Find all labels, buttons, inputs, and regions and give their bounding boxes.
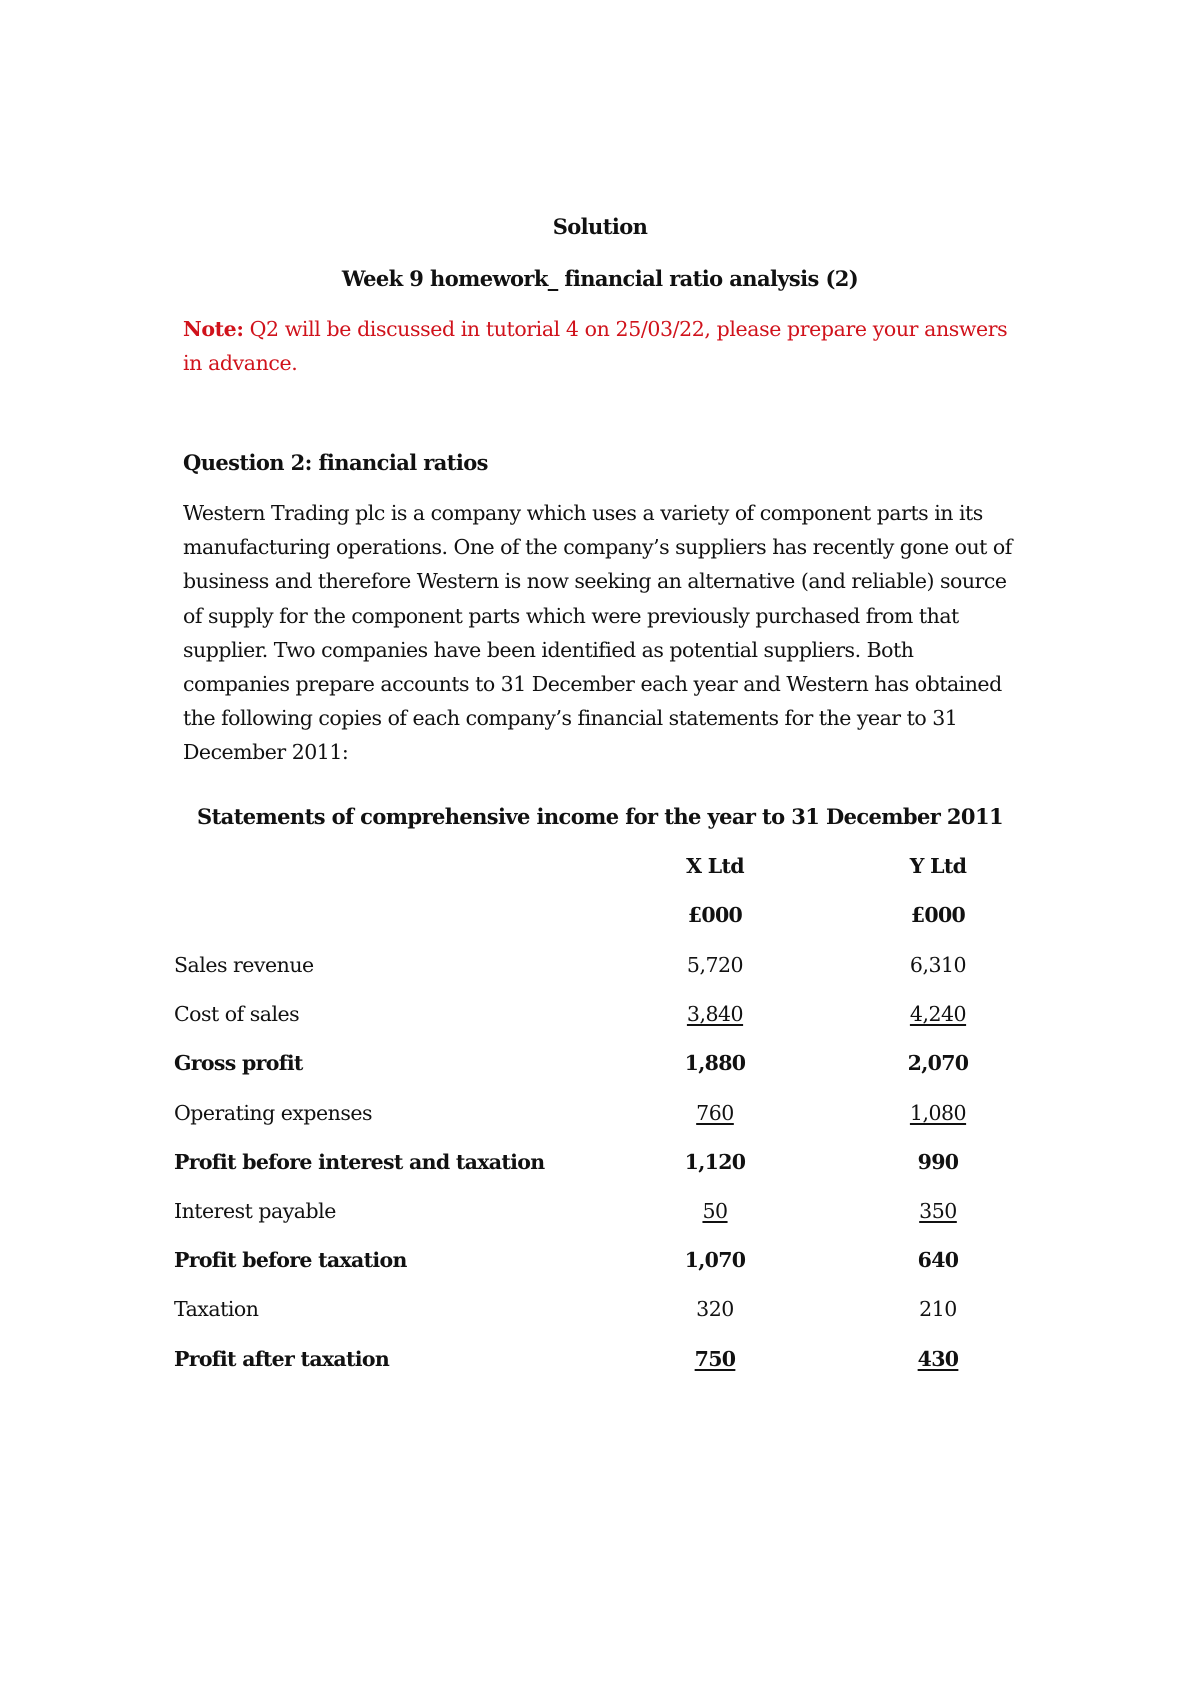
x-ltd-value: 5,720 <box>686 953 744 977</box>
document-subheading: Week 9 homework_ financial ratio analysis (2) <box>341 266 859 291</box>
table-row <box>0 1002 1200 1036</box>
column-units <box>0 903 1200 937</box>
column-header-x: X Ltd <box>686 854 744 878</box>
x-ltd-value: 760 <box>696 1100 734 1125</box>
table-row <box>0 1347 1200 1381</box>
table-row <box>0 1248 1200 1282</box>
x-ltd-value: 3,840 <box>686 1002 744 1027</box>
unit-x: £000 <box>687 903 743 927</box>
x-ltd-value: 320 <box>696 1297 734 1322</box>
row-label: Taxation <box>174 1297 259 1322</box>
table-row <box>0 953 1200 987</box>
row-label: Interest payable <box>174 1199 336 1223</box>
y-ltd-value: 210 <box>919 1297 957 1322</box>
row-label: Profit before taxation <box>174 1248 407 1273</box>
y-ltd-value: 6,310 <box>909 953 967 977</box>
statement-title: Statements of comprehensive income for the year to 31 December 2011 <box>197 804 1003 829</box>
table-row <box>0 1297 1200 1331</box>
row-label: Profit after taxation <box>174 1346 390 1371</box>
row-label: Operating expenses <box>174 1100 373 1125</box>
table-row <box>0 1101 1200 1135</box>
note-text: Q2 will be discussed in tutorial 4 on 25/03/22, please prepare your answers in advance. <box>183 317 1008 375</box>
question-text: Western Trading plc is a company which uses a variety of component parts in its manufacturing operations. One of the company’s suppliers has recently gone out of business and therefore Western is now seeking an alternative (and reliable) source of supply for the component parts which were previously purchased from that supplier. Two companies have been identified as potential suppliers. Both companies prepare accounts to 31 December each year and Western has obtained the following copies of each company’s financial statements for the year to 31 December 2011: <box>183 501 1012 765</box>
y-ltd-value: 350 <box>919 1199 957 1223</box>
unit-y: £000 <box>910 903 966 927</box>
column-header-y: Y Ltd <box>909 854 967 878</box>
note-label: Note: <box>183 317 244 341</box>
x-ltd-value: 50 <box>702 1199 728 1223</box>
y-ltd-value: 4,240 <box>909 1002 967 1027</box>
y-ltd-value: 640 <box>917 1248 959 1273</box>
y-ltd-value: 2,070 <box>907 1051 969 1076</box>
column-headers <box>0 854 1200 888</box>
table-row <box>0 1199 1200 1233</box>
row-label: Sales revenue <box>174 953 314 977</box>
y-ltd-value: 1,080 <box>909 1100 967 1125</box>
table-row <box>0 1150 1200 1184</box>
question-title: Question 2: financial ratios <box>183 450 488 475</box>
x-ltd-value: 1,120 <box>684 1149 746 1174</box>
document-heading: Solution <box>552 214 648 239</box>
x-ltd-value: 1,070 <box>684 1248 746 1273</box>
row-label: Gross profit <box>174 1051 303 1076</box>
note <box>183 312 1023 380</box>
table-row <box>0 1051 1200 1085</box>
row-label: Cost of sales <box>174 1002 300 1027</box>
y-ltd-value: 990 <box>917 1149 959 1174</box>
y-ltd-value: 430 <box>917 1346 959 1371</box>
x-ltd-value: 1,880 <box>684 1051 746 1076</box>
x-ltd-value: 750 <box>694 1346 736 1371</box>
row-label: Profit before interest and taxation <box>174 1149 545 1174</box>
